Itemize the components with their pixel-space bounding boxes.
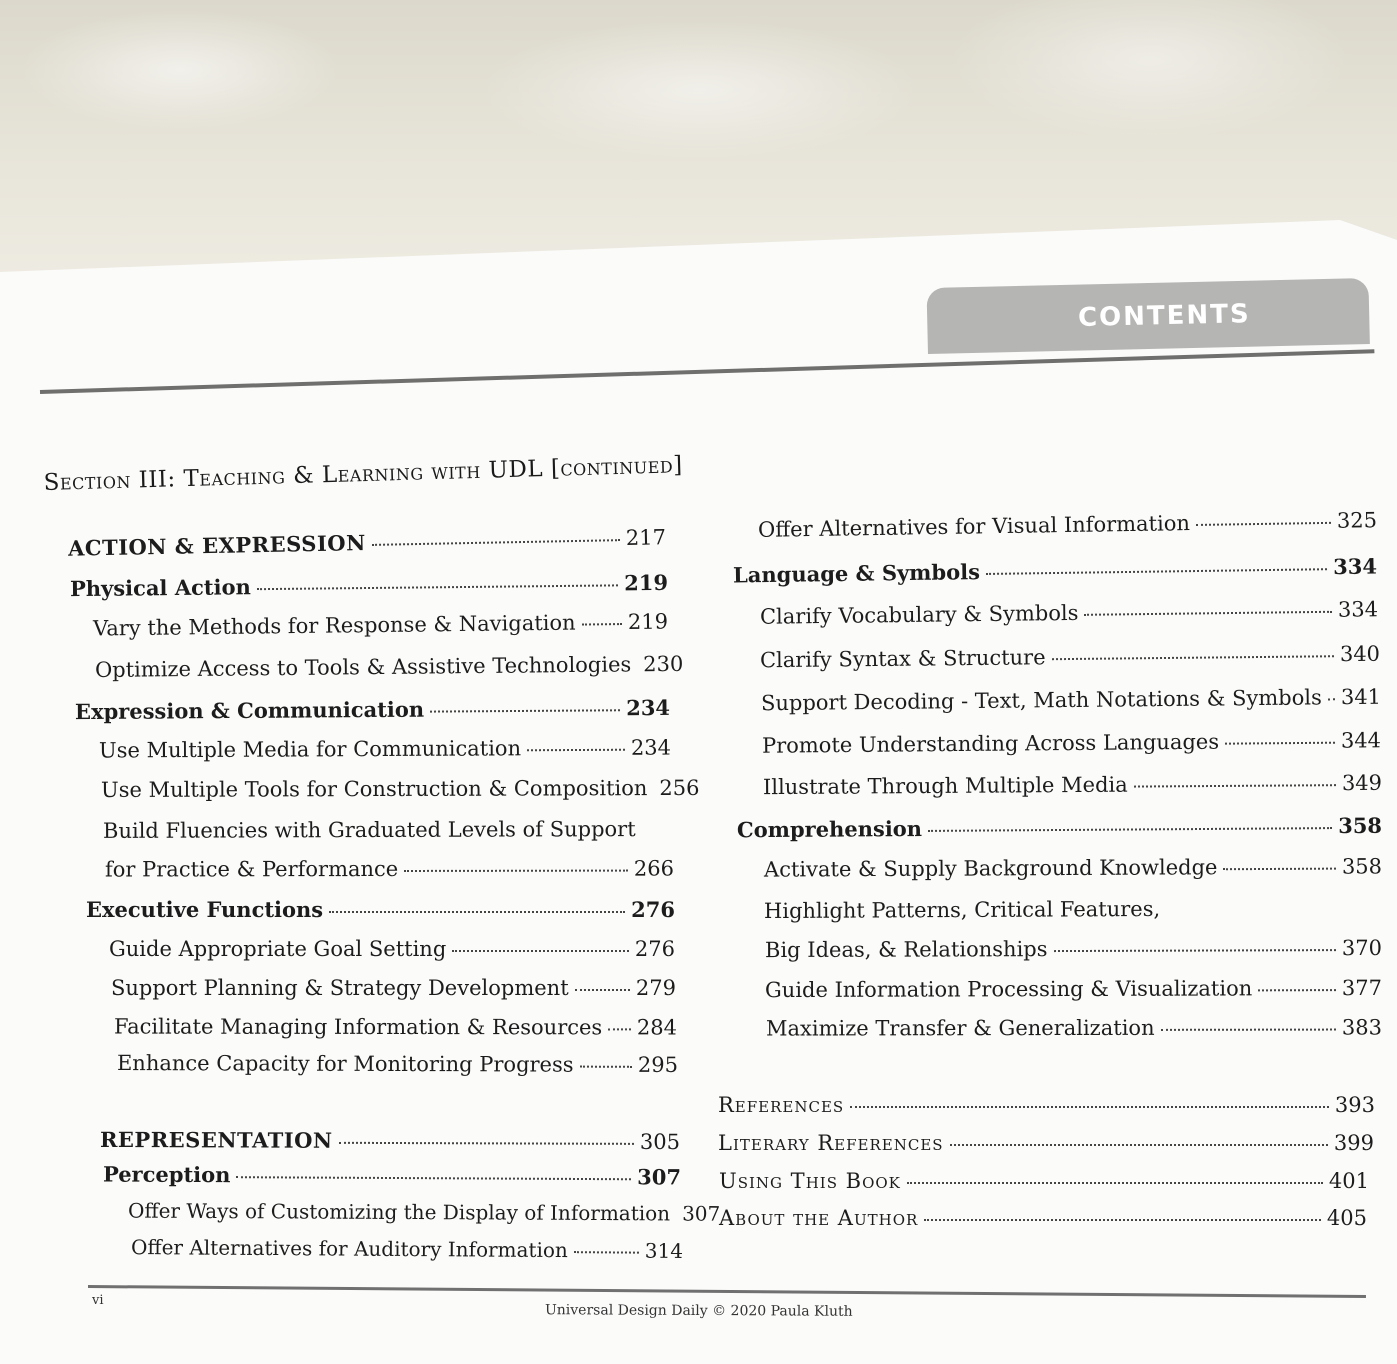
toc-entry: Clarify Vocabulary & Symbols 334 — [759, 597, 1379, 629]
toc-entry: Use Multiple Media for Communication 234 — [98, 735, 672, 763]
toc-entry: Clarify Syntax & Structure 340 — [759, 641, 1381, 673]
toc-entry: Enhance Capacity for Monitoring Progress 295 — [116, 1051, 679, 1077]
toc-entry-line: Highlight Patterns, Critical Features, — [763, 896, 1161, 924]
toc-entry: Physical Action 219 — [69, 569, 669, 602]
toc-entry: References 393 — [718, 1093, 1375, 1117]
toc-entry: Vary the Methods for Response & Navigation 219 — [92, 609, 669, 641]
toc-entry: Using This Book 401 — [719, 1169, 1369, 1193]
section-title: Section III: Teaching & Learning with UDL [continued] — [43, 452, 684, 496]
toc-entry: Literary References 399 — [718, 1131, 1374, 1155]
toc-entry: Use Multiple Tools for Construction & Composition 256 — [100, 775, 700, 802]
toc-entry: Facilitate Managing Information & Resources 284 — [113, 1014, 678, 1040]
toc-entry: Optimize Access to Tools & Assistive Technologies 230 — [94, 651, 684, 683]
toc-entry: for Practice & Performance 266 — [104, 856, 675, 882]
toc-entry: Promote Understanding Across Languages 344 — [761, 728, 1382, 758]
toc-entry: Big Ideas, & Relationships 370 — [764, 935, 1383, 963]
toc-entry: Illustrate Through Multiple Media 349 — [762, 770, 1383, 800]
toc-entry: About the Author 405 — [719, 1206, 1367, 1230]
toc-entry: Support Decoding - Text, Math Notations & Symbols 341 — [760, 684, 1382, 716]
toc-entry: Comprehension 358 — [736, 812, 1383, 843]
toc-entry: Offer Ways of Customizing the Display of Information 307 — [127, 1198, 721, 1226]
toc-entry: Offer Alternatives for Visual Information 325 — [757, 508, 1378, 542]
toc-entry: Expression & Communication 234 — [74, 694, 671, 725]
toc-entry: Perception 307 — [102, 1161, 682, 1190]
footer-credit: Universal Design Daily © 2020 Paula Kluth — [544, 1302, 853, 1320]
toc-entry: Executive Functions 276 — [86, 897, 675, 922]
toc-entry: Support Planning & Strategy Development 279 — [111, 976, 676, 1000]
page-number: vi — [92, 1293, 104, 1308]
toc-entry: Maximize Transfer & Generalization 383 — [765, 1015, 1383, 1041]
toc-entry: Offer Alternatives for Auditory Information 314 — [130, 1235, 684, 1263]
toc-entry-line: Build Fluencies with Graduated Levels of Support — [102, 817, 636, 843]
toc-entry: Activate & Supply Background Knowledge 358 — [763, 854, 1383, 882]
toc-entry: Language & Symbols 334 — [732, 553, 1378, 588]
contents-tab-label: CONTENTS — [1077, 299, 1251, 334]
toc-entry: Guide Information Processing & Visualization 377 — [764, 975, 1383, 1003]
toc-entry: REPRESENTATION 305 — [99, 1126, 681, 1155]
toc-entry: ACTION & EXPRESSION 217 — [67, 525, 667, 561]
toc-entry: Guide Appropriate Goal Setting 276 — [109, 937, 675, 961]
